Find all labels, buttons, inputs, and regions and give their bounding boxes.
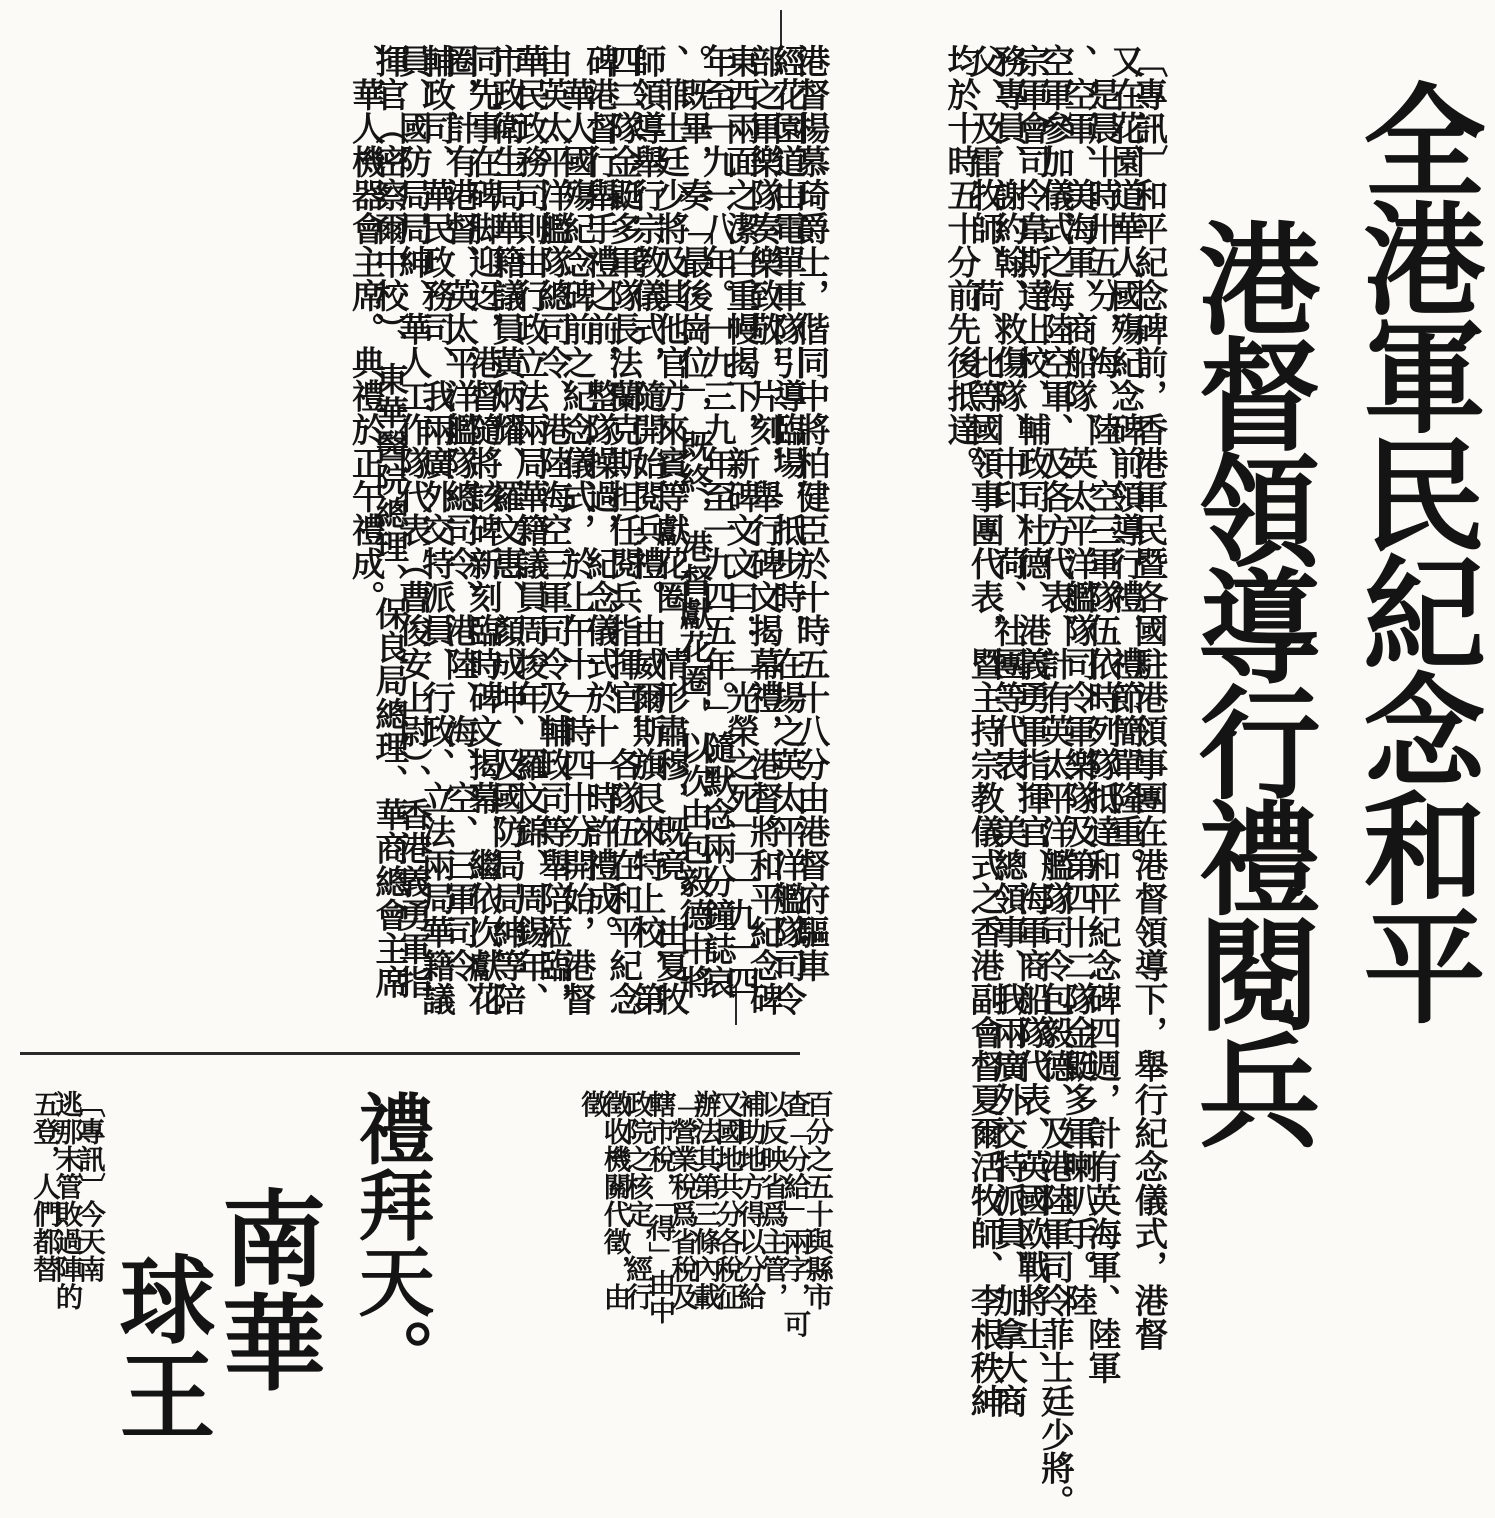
- sports-deck-headline: 禮拜天。: [346, 1090, 435, 1394]
- headline-line2: 港督領導行禮閱兵: [1178, 216, 1322, 1144]
- sports-article-column: 〔專訊〕今天南 逃那末管敗過陣的 五登，人們都替: [28, 1090, 105, 1310]
- sports-headline-part2: 球王: [104, 1250, 217, 1442]
- article-main-column: 港督楊慕琦爵士，偕同中將柏健臣於十時五十八分由港督府驅車 經花園道由電單車隊引導臨場，抵步時，在場之英太平洋艦隊司令 部之軍樂隊奏樂致敬，片刻，舉行碑文揭幕禮，港督將和平紀念碑 東西兩面之潔白重幔揭下，新碑文文曰：「光榮之死」「一九一四 年至一九一八年。一九三九年至一九四五年。」隨默念兩分鐘誌哀 。既畢，奏「最後崗位」，既終，港督獻花圈，以次由包毅德中將 、菲士廷少將及其他官方來賓等獻花圈，情形肅穆，既竟，由夏牧 師領導舉行宗教儀式，隨開始閱兵禮。由威爾斯旗艮來特上校，第 四二隊金鼮多軍隊長法蘭克斯担任閱兵指揮官，各隊伍在和平紀念 碑港督行舉手禮之前，整隊操過，紀念儀式於十一時許禮成。 華人國殤紀念碑前之紀念儀式，於上午十一時四十分開始，港督 由英太平洋艦隊總司令、港陸海空三軍司令及輔政司等舉陪蒞臨， 華民政務司則由行政立法兩局華籍議員周埈年、羅文錦、周錫年、 市政衛生局華籍議員黃炳耀、羅文惠、顏成坤、及國防局局紳等陪 同先事在碑脚迎迓，港督隨將該碑新刻臨時碑文揭幕，繼依次獻花 圈，計有港督、英太平洋艦隊總司令、港陸、海、空、三軍司令、 輔政司、華民政務司、我兩廣外交特派員、行政、立法兩局華籍議 員、國防局局紳、華人工作隊代表（曹俊安上尉）、香港義勇軍指 揮官（密察爾中校）、東華醫院總理、保良局總理、華商總會主席 、華人機器會主席。典禮於正午禮成。: [346, 44, 830, 1016]
- article-lead-column: 〔專訊〕和平紀念碑前，香港軍民暨各國駐港領事團在港督領導下，舉行紀念儀式，港督 又在花園道華人國殤紀念碑前領導行禮，禮節簡單隆重。 是晨十時卅五分，海、陸、空三軍隊伍依時列隊抵達和平紀念碑四週，計有英海軍、陸軍 、空軍、美海軍、商船隊、英太平洋艦隊司令軍樂隊及第四十二隊金鼮多軍喇叭手。陸 空軍參加儀式之海陸空軍、及各方代表、計有英太平洋艦隊司令包毅德、及港陸軍司令菲士廷少將。 宗軍會司令韋斯達上校、輔政司杜德、港義勇軍指揮官、海軍商船隊代表、英國欧戰將士、 務專員、謝約翰、救傷隊、中印、荷、社團等代表、美總領事、我兩廣外交特派員、加拿大商 父、及雷牧師、荷、比等國領事團代表，暨主持宗教儀式之香港副會督夏爾活牧師、李根秩紳 均於十時五十分前先後抵達。: [941, 44, 1168, 1518]
- headline-line1: 全港軍民紀念和平: [1343, 78, 1487, 1022]
- sports-headline-part1: 南華: [204, 1185, 327, 1393]
- tax-article-column: 百分之五十與縣市 查「分給」兩字，可 以反映省爲主管， 補助地方得以分給 又國地共分各稅征 辦法其第三條內載 「營業稅爲省稅及 轄市稅，「得」由中 政院之核定，經行 徵收機關代徵，由 徵: [576, 1090, 833, 1338]
- section-divider: [20, 1052, 800, 1055]
